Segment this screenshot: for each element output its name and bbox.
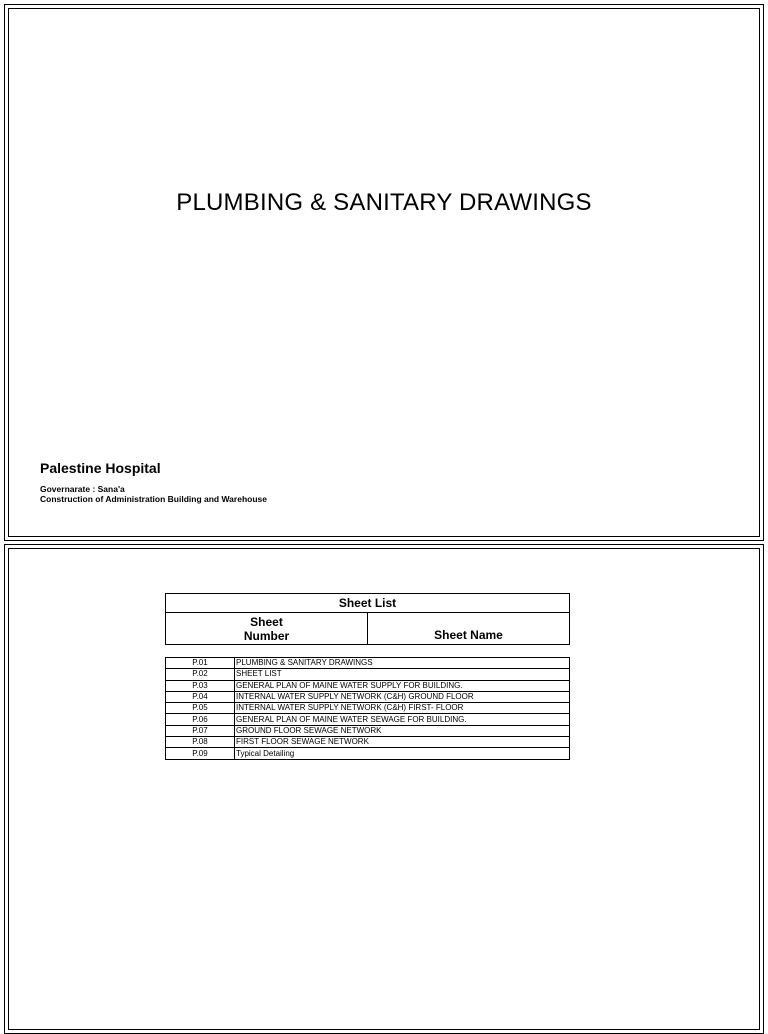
project-info xyxy=(40,460,267,504)
project-description: Construction of Administration Building and Warehouse xyxy=(40,494,267,504)
cover-sheet-border xyxy=(8,8,760,537)
table-row xyxy=(166,680,570,691)
table-row xyxy=(166,691,570,702)
sheet-number-cell: P.09 xyxy=(166,748,235,759)
sheet-name-cell: Typical Detailing xyxy=(235,748,570,759)
sheet-number-cell: P.06 xyxy=(166,714,235,725)
sheet-list-header xyxy=(165,593,570,645)
table-row xyxy=(166,714,570,725)
sheet-name-cell: GENERAL PLAN OF MAINE WATER SEWAGE FOR BUILDING. xyxy=(235,714,570,725)
column-header-sheet-number xyxy=(166,613,368,645)
sheet-name-cell: GENERAL PLAN OF MAINE WATER SUPPLY FOR BUILDING. xyxy=(235,680,570,691)
sheet-number-cell: P.04 xyxy=(166,691,235,702)
sheet-list-page xyxy=(4,544,764,1034)
sheet-name-cell: INTERNAL WATER SUPPLY NETWORK (C&H) FIRST- FLOOR xyxy=(235,703,570,714)
sheet-list-table xyxy=(165,593,570,760)
cover-sheet xyxy=(4,4,764,541)
sheet-number-cell: P.08 xyxy=(166,737,235,748)
table-row xyxy=(166,725,570,736)
project-governorate: Governarate : Sana'a xyxy=(40,484,125,494)
table-row xyxy=(166,658,570,669)
column-header-sheet-number-line1: Sheet xyxy=(250,614,283,629)
sheet-list-page-border xyxy=(8,548,760,1030)
sheet-list-rows xyxy=(165,657,570,760)
sheet-number-cell: P.03 xyxy=(166,680,235,691)
table-row xyxy=(166,748,570,759)
project-name: Palestine Hospital xyxy=(40,460,161,476)
sheet-name-cell: PLUMBING & SANITARY DRAWINGS xyxy=(235,658,570,669)
sheet-number-cell: P.07 xyxy=(166,725,235,736)
sheet-number-cell: P.02 xyxy=(166,669,235,680)
drawing-set-title: PLUMBING & SANITARY DRAWINGS xyxy=(176,189,592,216)
sheet-name-cell: INTERNAL WATER SUPPLY NETWORK (C&H) GROUND FLOOR xyxy=(235,691,570,702)
sheet-name-cell: FIRST FLOOR SEWAGE NETWORK xyxy=(235,737,570,748)
sheet-number-cell: P.01 xyxy=(166,658,235,669)
sheet-list-title: Sheet List xyxy=(166,594,570,613)
sheet-number-cell: P.05 xyxy=(166,703,235,714)
sheet-name-cell: SHEET LIST xyxy=(235,669,570,680)
column-header-sheet-number-line2: Number xyxy=(243,628,290,643)
table-row xyxy=(166,703,570,714)
table-row xyxy=(166,737,570,748)
sheet-name-cell: GROUND FLOOR SEWAGE NETWORK xyxy=(235,725,570,736)
column-header-sheet-name: Sheet Name xyxy=(368,613,570,645)
table-row xyxy=(166,669,570,680)
